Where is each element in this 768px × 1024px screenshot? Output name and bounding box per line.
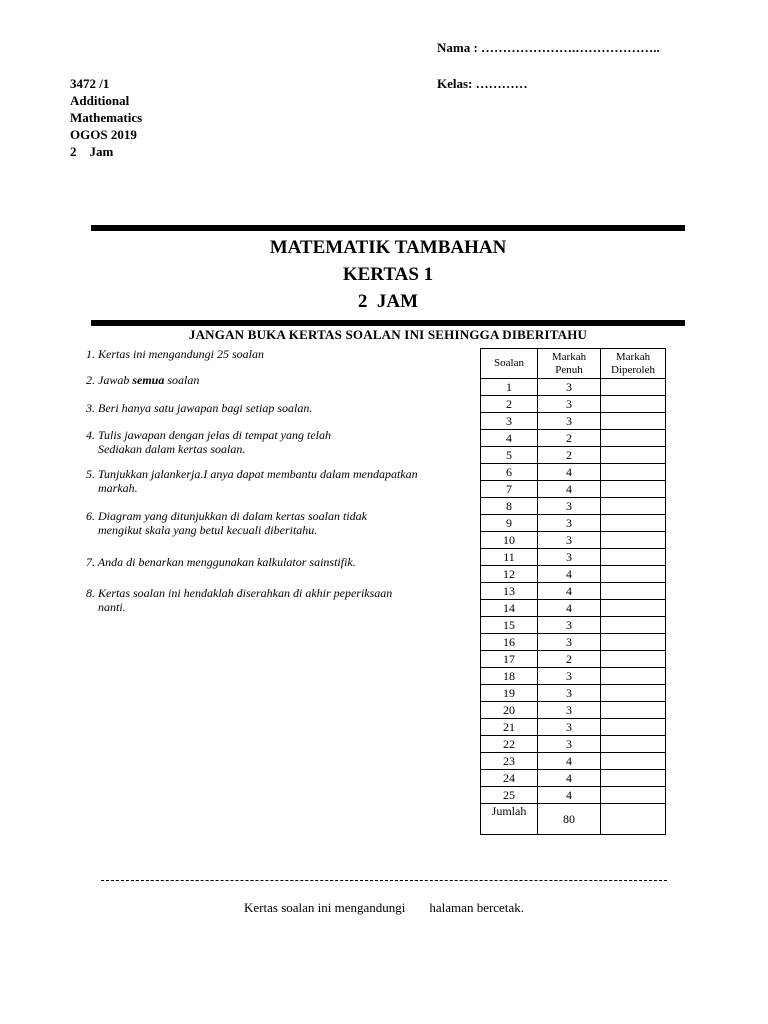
nama-field[interactable]: ………………….……………….. (481, 40, 660, 55)
markah-penuh-cell: 2 (538, 651, 601, 668)
marks-row (481, 583, 666, 600)
marks-row (481, 753, 666, 770)
total-obtained-cell[interactable] (601, 804, 666, 835)
soalan-cell: 18 (481, 668, 538, 685)
soalan-cell: 4 (481, 430, 538, 447)
markah-diperoleh-cell[interactable] (601, 634, 666, 651)
soalan-cell: 25 (481, 787, 538, 804)
instruction-2-post: soalan (164, 373, 200, 387)
soalan-cell: 13 (481, 583, 538, 600)
instruction-6-line2: mengikut skala yang betul kecuali diberitahu. (98, 523, 318, 537)
marks-row (481, 668, 666, 685)
markah-penuh-cell: 4 (538, 464, 601, 481)
instruction-1: 1. Kertas ini mengandungi 25 soalan (86, 347, 265, 361)
soalan-cell: 2 (481, 396, 538, 413)
exam-date: OGOS 2019 (70, 127, 137, 142)
total-label: Jumlah (481, 804, 538, 835)
markah-diperoleh-cell[interactable] (601, 702, 666, 719)
soalan-cell: 22 (481, 736, 538, 753)
markah-diperoleh-cell[interactable] (601, 719, 666, 736)
marks-row (481, 600, 666, 617)
marks-row (481, 651, 666, 668)
markah-diperoleh-cell[interactable] (601, 600, 666, 617)
markah-diperoleh-cell[interactable] (601, 736, 666, 753)
soalan-cell: 20 (481, 702, 538, 719)
header-soalan: Soalan (481, 349, 538, 379)
marks-row (481, 413, 666, 430)
instruction-6 (86, 509, 470, 537)
footer (0, 900, 768, 916)
marks-row (481, 617, 666, 634)
markah-diperoleh-cell[interactable] (601, 566, 666, 583)
soalan-cell: 16 (481, 634, 538, 651)
marks-row (481, 719, 666, 736)
markah-diperoleh-cell[interactable] (601, 447, 666, 464)
marks-total-row (481, 804, 666, 835)
marks-row (481, 770, 666, 787)
bottom-rule (91, 320, 685, 326)
footer-text-pre: Kertas soalan ini mengandungi (244, 900, 406, 915)
soalan-cell: 19 (481, 685, 538, 702)
markah-diperoleh-cell[interactable] (601, 464, 666, 481)
footer-divider (101, 880, 667, 881)
marks-row (481, 685, 666, 702)
soalan-cell: 14 (481, 600, 538, 617)
soalan-cell: 6 (481, 464, 538, 481)
markah-penuh-cell: 3 (538, 685, 601, 702)
paper-code: 3472 /1 (70, 76, 110, 91)
marks-row (481, 634, 666, 651)
soalan-cell: 21 (481, 719, 538, 736)
soalan-cell: 15 (481, 617, 538, 634)
markah-diperoleh-cell[interactable] (601, 583, 666, 600)
top-rule (91, 225, 685, 231)
total-value: 80 (538, 804, 601, 835)
markah-penuh-cell: 2 (538, 447, 601, 464)
markah-penuh-cell: 4 (538, 753, 601, 770)
instruction-8 (86, 586, 470, 614)
title-line3: 2 JAM (357, 291, 419, 312)
instruction-4 (86, 428, 470, 456)
markah-diperoleh-cell[interactable] (601, 549, 666, 566)
instruction-2-bold: semua (132, 373, 165, 387)
soalan-cell: 9 (481, 515, 538, 532)
markah-penuh-cell: 3 (538, 719, 601, 736)
markah-penuh-cell: 3 (538, 668, 601, 685)
candidate-info (437, 39, 660, 92)
marks-row (481, 515, 666, 532)
marks-row (481, 787, 666, 804)
paper-code-block (70, 75, 142, 160)
kelas-label: Kelas: (437, 76, 473, 91)
instruction-2 (86, 373, 470, 387)
markah-diperoleh-cell[interactable] (601, 617, 666, 634)
markah-diperoleh-cell[interactable] (601, 396, 666, 413)
markah-penuh-cell: 4 (538, 787, 601, 804)
markah-penuh-cell: 3 (538, 379, 601, 396)
markah-diperoleh-cell[interactable] (601, 413, 666, 430)
title-line1: MATEMATIK TAMBAHAN (269, 237, 507, 258)
marks-row (481, 566, 666, 583)
title-block (91, 234, 685, 315)
markah-penuh-cell: 3 (538, 634, 601, 651)
kelas-field[interactable]: ………… (475, 76, 528, 91)
markah-penuh-cell: 3 (538, 617, 601, 634)
markah-penuh-cell: 4 (538, 600, 601, 617)
instruction-7: 7. Anda di benarkan menggunakan kalkulator sainstifik. (86, 555, 356, 569)
warning-text: JANGAN BUKA KERTAS SOALAN INI SEHINGGA DIBERITAHU (188, 327, 588, 342)
marks-row (481, 532, 666, 549)
markah-penuh-cell: 3 (538, 702, 601, 719)
instruction-5-line2: markah. (98, 481, 138, 495)
soalan-cell: 8 (481, 498, 538, 515)
footer-text-post: halaman bercetak. (429, 900, 524, 915)
header-markah-penuh: Markah Penuh (538, 349, 601, 379)
marks-row (481, 379, 666, 396)
soalan-cell: 12 (481, 566, 538, 583)
marks-row (481, 430, 666, 447)
soalan-cell: 7 (481, 481, 538, 498)
soalan-cell: 23 (481, 753, 538, 770)
markah-penuh-cell: 4 (538, 566, 601, 583)
markah-diperoleh-cell[interactable] (601, 770, 666, 787)
markah-diperoleh-cell[interactable] (601, 753, 666, 770)
subject-line2: Mathematics (70, 110, 143, 125)
soalan-cell: 5 (481, 447, 538, 464)
markah-penuh-cell: 4 (538, 481, 601, 498)
markah-penuh-cell: 3 (538, 515, 601, 532)
markah-penuh-cell: 3 (538, 396, 601, 413)
markah-penuh-cell: 4 (538, 583, 601, 600)
marks-row (481, 498, 666, 515)
marks-row (481, 464, 666, 481)
instruction-4-line1: 4. Tulis jawapan dengan jelas di tempat yang telah (86, 428, 331, 442)
soalan-cell: 24 (481, 770, 538, 787)
markah-penuh-cell: 3 (538, 498, 601, 515)
markah-diperoleh-cell[interactable] (601, 498, 666, 515)
marks-row (481, 549, 666, 566)
header-markah-diperoleh: Markah Diperoleh (601, 349, 666, 379)
markah-diperoleh-cell[interactable] (601, 430, 666, 447)
nama-line (437, 39, 660, 56)
soalan-cell: 1 (481, 379, 538, 396)
markah-diperoleh-cell[interactable] (601, 651, 666, 668)
soalan-cell: 10 (481, 532, 538, 549)
marks-row (481, 702, 666, 719)
soalan-cell: 17 (481, 651, 538, 668)
instruction-2-pre: 2. Jawab (86, 373, 133, 387)
markah-penuh-cell: 3 (538, 413, 601, 430)
title-line2: KERTAS 1 (342, 264, 434, 285)
instruction-5-line1: 5. Tunjukkan jalankerja.I anya dapat membantu dalam mendapatkan (86, 467, 418, 481)
instruction-8-line1: 8. Kertas soalan ini hendaklah diserahkan di akhir peperiksaan (86, 586, 393, 600)
markah-penuh-cell: 3 (538, 532, 601, 549)
markah-diperoleh-cell[interactable] (601, 532, 666, 549)
instruction-5 (86, 467, 470, 495)
markah-penuh-cell: 2 (538, 430, 601, 447)
marks-row (481, 481, 666, 498)
instruction-8-line2: nanti. (98, 600, 126, 614)
marks-table (480, 348, 666, 835)
instruction-6-line1: 6. Diagram yang ditunjukkan di dalam kertas soalan tidak (86, 509, 367, 523)
soalan-cell: 3 (481, 413, 538, 430)
marks-row (481, 447, 666, 464)
instruction-3: 3. Beri hanya satu jawapan bagi setiap soalan. (86, 401, 313, 415)
markah-diperoleh-cell[interactable] (601, 668, 666, 685)
markah-diperoleh-cell[interactable] (601, 685, 666, 702)
marks-row (481, 736, 666, 753)
marks-header-row (481, 349, 666, 379)
markah-diperoleh-cell[interactable] (601, 481, 666, 498)
exam-duration: 2 Jam (70, 144, 114, 159)
markah-diperoleh-cell[interactable] (601, 787, 666, 804)
soalan-cell: 11 (481, 549, 538, 566)
nama-label: Nama : (437, 40, 478, 55)
markah-diperoleh-cell[interactable] (601, 379, 666, 396)
instruction-4-line2: Sediakan dalam kertas soalan. (98, 442, 246, 456)
kelas-line (437, 75, 660, 92)
markah-penuh-cell: 3 (538, 549, 601, 566)
markah-penuh-cell: 4 (538, 770, 601, 787)
marks-row (481, 396, 666, 413)
subject-line1: Additional (70, 93, 130, 108)
markah-penuh-cell: 3 (538, 736, 601, 753)
markah-diperoleh-cell[interactable] (601, 515, 666, 532)
